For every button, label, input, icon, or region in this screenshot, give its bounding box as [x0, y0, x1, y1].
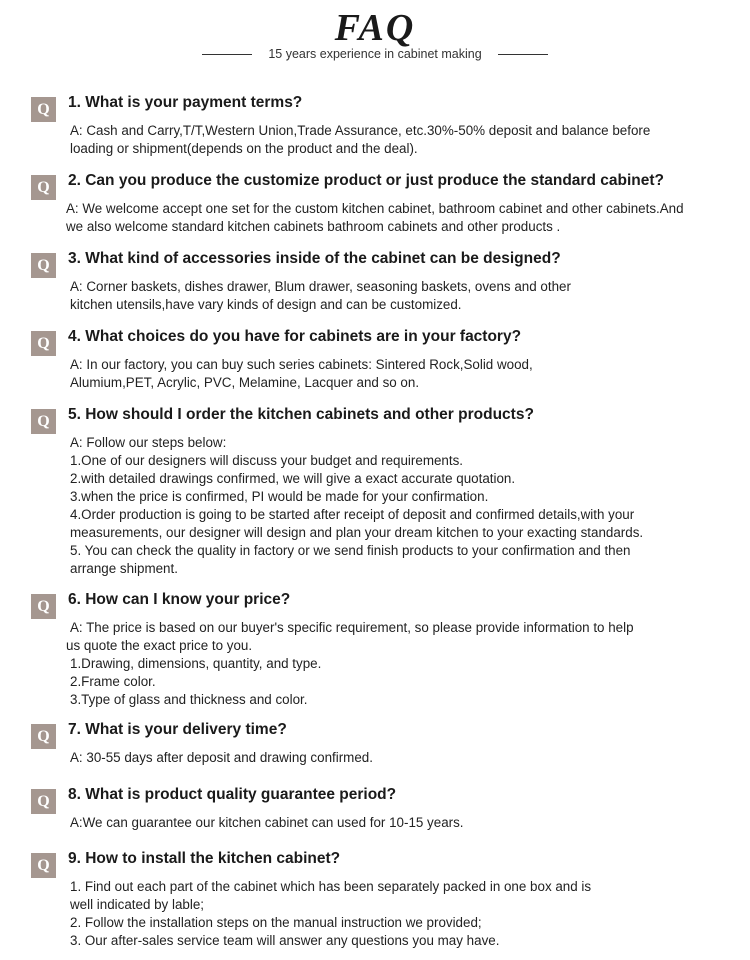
- answer-line: 1. Find out each part of the cabinet which has been separately packed in one box and is: [70, 879, 592, 894]
- faq-answer: [70, 814, 730, 832]
- answer-line: we also welcome standard kitchen cabinets bathroom cabinets and other products .: [66, 219, 561, 234]
- answer-line: 1.One of our designers will discuss your budget and requirements.: [70, 453, 464, 468]
- q-badge-icon: Q: [31, 253, 56, 278]
- q-badge-icon: Q: [31, 789, 56, 814]
- answer-line: 3. Our after-sales service team will answer any questions you may have.: [70, 933, 500, 948]
- faq-answer: [70, 434, 730, 578]
- subtitle: 15 years experience in cabinet making: [268, 47, 482, 61]
- subtitle-row: [0, 47, 750, 61]
- answer-line: A: 30-55 days after deposit and drawing confirmed.: [70, 750, 373, 765]
- answer-line: 2.with detailed drawings confirmed, we will give a exact accurate quotation.: [70, 471, 516, 486]
- faq-answer: [70, 356, 730, 392]
- divider-left: [202, 54, 252, 55]
- answer-line: 1.Drawing, dimensions, quantity, and type.: [70, 656, 322, 671]
- faq-answer: [70, 749, 730, 767]
- answer-line: A:We can guarantee our kitchen cabinet can used for 10-15 years.: [70, 815, 464, 830]
- q-badge-icon: Q: [31, 97, 56, 122]
- faq-question: 1. What is your payment terms?: [68, 94, 303, 111]
- answer-line: loading or shipment(depends on the product and the deal).: [70, 141, 418, 156]
- answer-line: measurements, our designer will design and plan your dream kitchen to your exacting standards.: [70, 525, 644, 540]
- answer-line: 4.Order production is going to be started after receipt of deposit and confirmed details,with your: [70, 507, 635, 522]
- q-badge-icon: Q: [31, 409, 56, 434]
- answer-line: 5. You can check the quality in factory or we send finish products to your confirmation and then: [70, 543, 631, 558]
- answer-line: A: Cash and Carry,T/T,Western Union,Trade Assurance, etc.30%-50% deposit and balance before: [70, 123, 651, 138]
- faq-question: 4. What choices do you have for cabinets are in your factory?: [68, 328, 522, 345]
- faq-question: 6. How can I know your price?: [68, 591, 291, 608]
- faq-question: 2. Can you produce the customize product or just produce the standard cabinet?: [68, 172, 664, 189]
- faq-question: 3. What kind of accessories inside of the cabinet can be designed?: [68, 250, 561, 267]
- faq-question: 7. What is your delivery time?: [68, 721, 287, 738]
- answer-line: A: In our factory, you can buy such series cabinets: Sintered Rock,Solid wood,: [70, 357, 533, 372]
- q-badge-icon: Q: [31, 175, 56, 200]
- faq-answer: [70, 278, 730, 314]
- q-badge-icon: Q: [31, 331, 56, 356]
- answer-line: A: We welcome accept one set for the custom kitchen cabinet, bathroom cabinet and other cabinets.And: [66, 201, 684, 216]
- answer-line: Alumium,PET, Acrylic, PVC, Melamine, Lacquer and so on.: [70, 375, 420, 390]
- faq-answer: [66, 619, 730, 709]
- q-badge-icon: Q: [31, 853, 56, 878]
- answer-line: A: Follow our steps below:: [70, 435, 227, 450]
- faq-question: 8. What is product quality guarantee period?: [68, 786, 397, 803]
- answer-line: A: Corner baskets, dishes drawer, Blum drawer, seasoning baskets, ovens and other: [70, 279, 571, 294]
- answer-line: 3.Type of glass and thickness and color.: [70, 692, 308, 707]
- answer-line: 2.Frame color.: [70, 674, 156, 689]
- answer-line: us quote the exact price to you.: [66, 638, 253, 653]
- q-badge-icon: Q: [31, 724, 56, 749]
- answer-line: 2. Follow the installation steps on the manual instruction we provided;: [70, 915, 482, 930]
- answer-line: arrange shipment.: [70, 561, 178, 576]
- faq-answer: [70, 122, 730, 158]
- faq-answer: [70, 878, 730, 950]
- faq-question: 9. How to install the kitchen cabinet?: [68, 850, 341, 867]
- faq-answer: [66, 200, 730, 236]
- q-badge-icon: Q: [31, 594, 56, 619]
- answer-line: well indicated by lable;: [70, 897, 204, 912]
- answer-line: kitchen utensils,have vary kinds of design and can be customized.: [70, 297, 462, 312]
- answer-line: 3.when the price is confirmed, PI would be made for your confirmation.: [70, 489, 489, 504]
- answer-line: A: The price is based on our buyer's specific requirement, so please provide information to help: [70, 620, 634, 635]
- faq-question: 5. How should I order the kitchen cabinets and other products?: [68, 406, 534, 423]
- divider-right: [498, 54, 548, 55]
- page-title: FAQ: [334, 7, 416, 49]
